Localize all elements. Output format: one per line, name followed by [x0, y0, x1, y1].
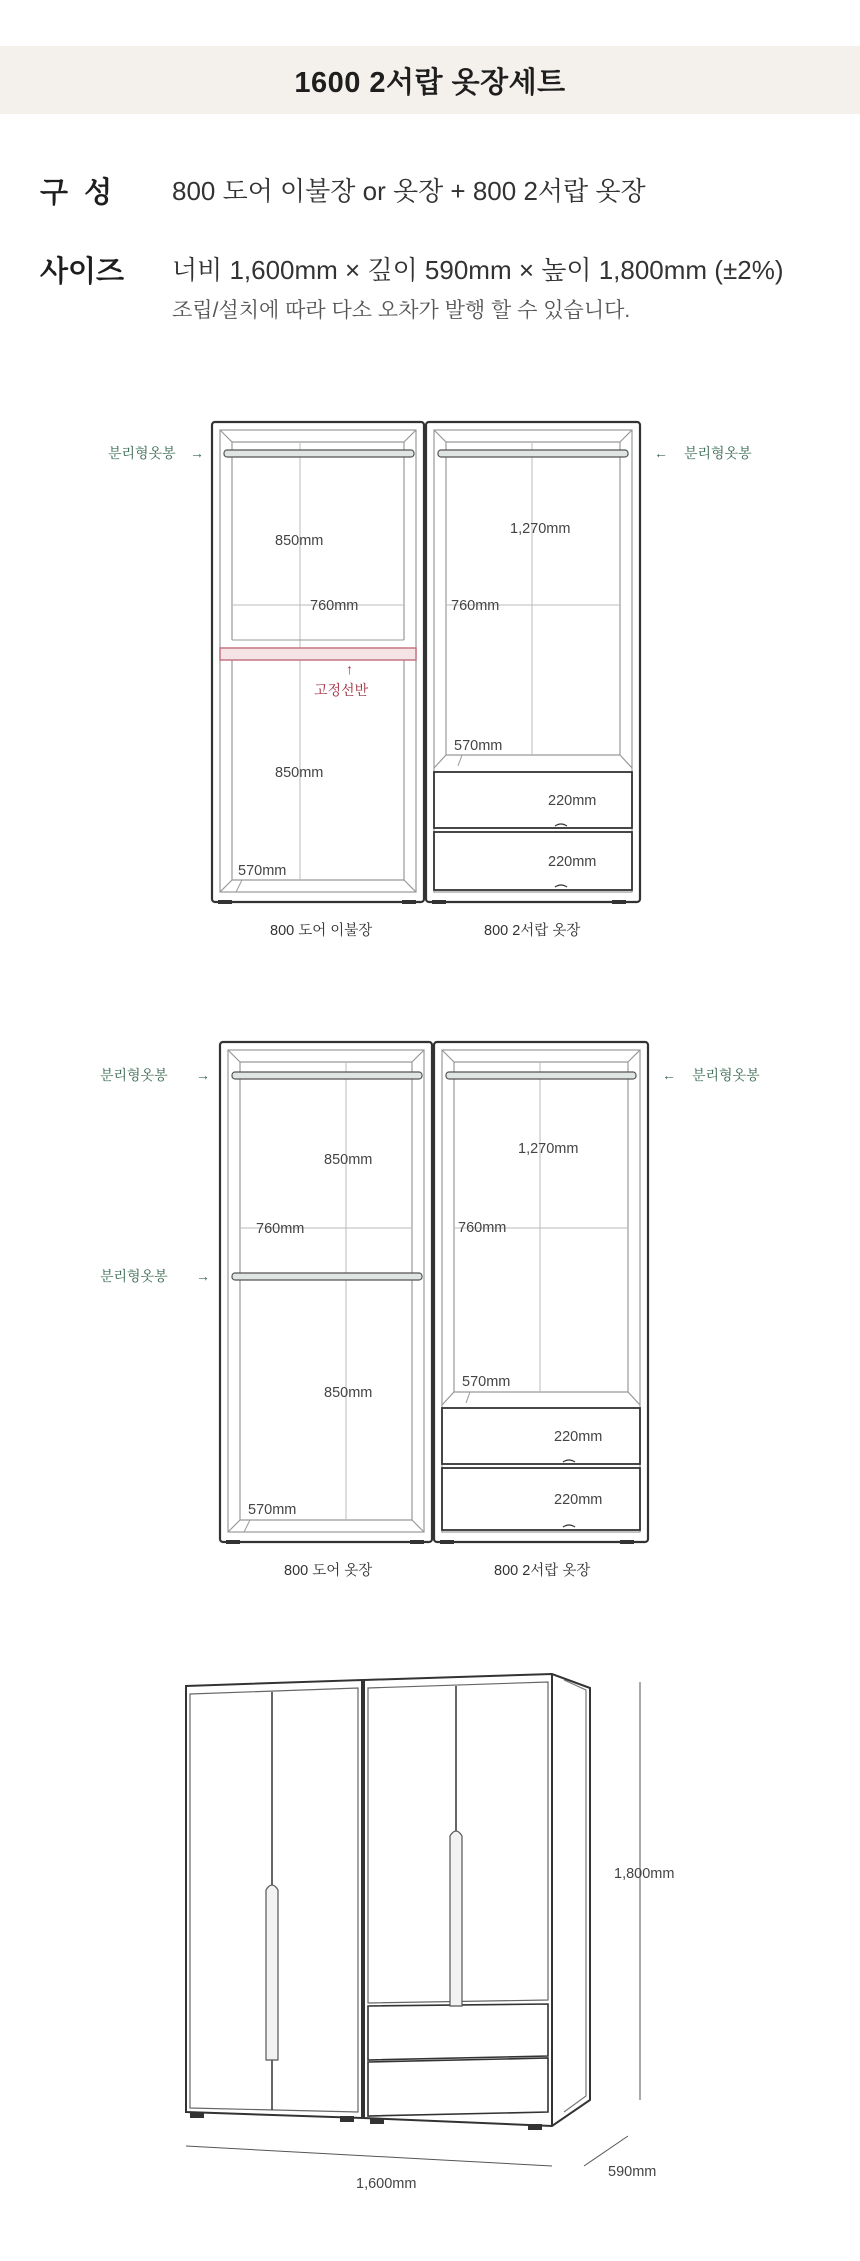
arrow-right-icon: →	[196, 1067, 210, 1083]
left-width: 760mm	[310, 598, 359, 614]
composition-value: 800 도어 이불장 or 옷장 + 800 2서랍 옷장	[172, 176, 646, 206]
drawer2-height: 220mm	[554, 1492, 603, 1508]
arrow-left-icon: ←	[654, 445, 668, 461]
fixed-shelf-label: 고정선반	[314, 682, 369, 698]
diagram-door-wardrobe-set	[0, 1020, 860, 1580]
left-top-height: 850mm	[275, 533, 324, 549]
caption-right: 800 2서랍 옷장	[484, 923, 581, 939]
right-height: 1,270mm	[510, 521, 571, 537]
rod-label-right: 분리형옷봉	[692, 1067, 760, 1083]
diagram-perspective	[0, 1660, 860, 2220]
caption-right: 800 2서랍 옷장	[494, 1563, 591, 1579]
right-height: 1,270mm	[518, 1141, 579, 1157]
width-dimension: 1,600mm	[356, 2176, 417, 2192]
title-bar	[0, 46, 860, 114]
right-width: 760mm	[458, 1220, 507, 1236]
right-depth: 570mm	[454, 738, 503, 754]
drawer1-height: 220mm	[554, 1429, 603, 1445]
left-width: 760mm	[256, 1221, 305, 1237]
caption-left: 800 도어 이불장	[270, 923, 373, 939]
page-title: 1600 2서랍 옷장세트	[294, 66, 566, 99]
depth-dimension: 590mm	[608, 2164, 657, 2180]
size-label: 사이즈	[40, 256, 125, 288]
rod-label-left-mid: 분리형옷봉	[100, 1268, 168, 1284]
size-note: 조립/설치에 따라 다소 오차가 발행 할 수 있습니다.	[172, 299, 631, 322]
left-bottom-height: 850mm	[275, 765, 324, 781]
drawers	[434, 772, 632, 890]
left-depth: 570mm	[248, 1502, 297, 1518]
left-depth: 570mm	[238, 863, 287, 879]
drawer2-height: 220mm	[548, 854, 597, 870]
arrow-left-icon: ←	[662, 1067, 676, 1083]
composition-label: 구 성	[40, 177, 113, 209]
arrow-right-icon: →	[190, 445, 204, 461]
cabinet-outlines	[220, 1042, 648, 1542]
right-width: 760mm	[451, 598, 500, 614]
rod-label-left-top: 분리형옷봉	[100, 1067, 168, 1083]
size-value: 너비 1,600mm × 깊이 590mm × 높이 1,800mm (±2%)	[172, 255, 784, 285]
arrow-right-icon: →	[196, 1268, 210, 1284]
left-bottom-height: 850mm	[324, 1385, 373, 1401]
fixed-shelf	[220, 640, 416, 660]
drawer1-height: 220mm	[548, 793, 597, 809]
perspective-cabinets	[186, 1674, 590, 2126]
left-top-height: 850mm	[324, 1152, 373, 1168]
left-cabinet-outline	[212, 422, 640, 902]
arrow-up-icon: ↑	[346, 661, 353, 677]
diagram-door-comforter-set	[0, 400, 860, 960]
rod-label-right: 분리형옷봉	[684, 445, 752, 461]
rod-label-left: 분리형옷봉	[108, 445, 176, 461]
right-depth: 570mm	[462, 1374, 511, 1390]
caption-left: 800 도어 옷장	[284, 1563, 373, 1579]
height-dimension: 1,800mm	[614, 1866, 675, 1882]
dimension-lines	[186, 1682, 640, 2166]
drawers	[442, 1408, 640, 1530]
